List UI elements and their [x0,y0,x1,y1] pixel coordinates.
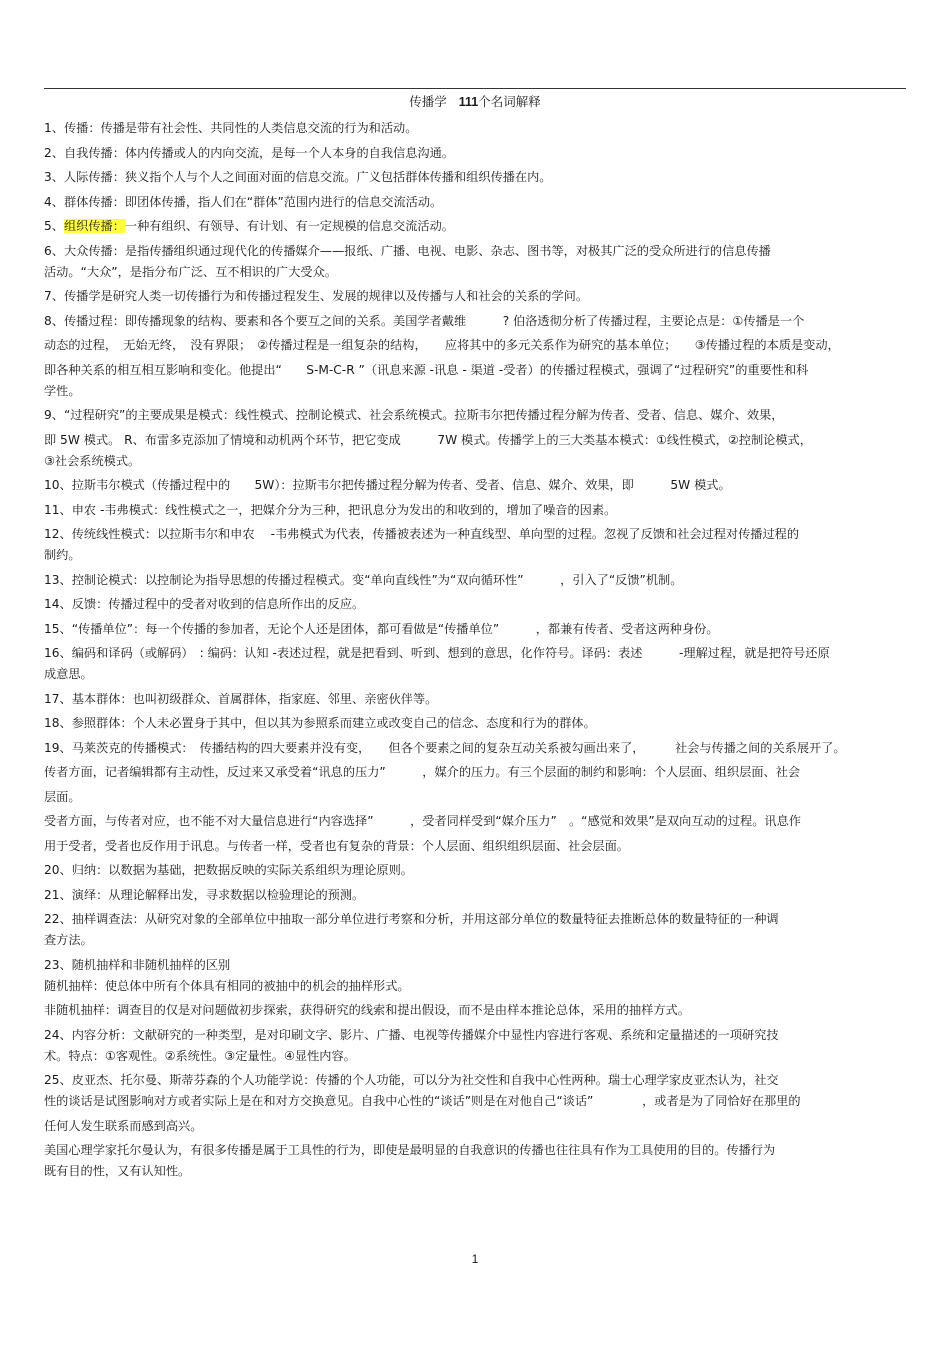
entry-6-line-1: 6、大众传播：是指传播组织通过现代化的传播媒介——报纸、广播、电视、电影、杂志、图书等，对极其广泛的受众所进行的信息传播 [44,243,771,258]
entry-16-line-1: 16、编码和译码（或解码） : 编码：认知 -表述过程，就是把看到、听到、想到的意思，化作符号。译码：表述 -理解过程，就是把符号还原 [44,646,830,660]
entry-5-definition: 一种有组织、有领导、有计划、有一定规模的信息交流活动。 [124,219,454,233]
header-rule [44,88,906,89]
entry-9-line-1: 9、“过程研究”的主要成果是模式：线性模式、控制论模式、社会系统模式。拉斯韦尔把传播过程分解为传者、受者、信息、媒介、效果， [44,408,784,422]
title-prefix: 传播学 [409,94,447,109]
title-number: 111 [458,95,479,109]
title-suffix: 个名词解释 [478,94,541,109]
entry-6-line-2: 活动。“大众”，是指分布广泛、互不相识的广大受众。 [44,264,337,279]
document-body [44,118,906,1182]
entry-14: 14、反馈：传播过程中的受者对收到的信息所作出的反应。 [44,597,365,611]
entry-22-line-2: 查方法。 [44,933,93,947]
entry-12-line-1: 12、传统线性模式：以拉斯韦尔和申农 -韦弗模式为代表，传播被表述为一种直线型、单向型的过程。忽视了反馈和社会过程对传播过程的 [44,527,800,541]
entry-18: 18、参照群体：个人未必置身于其中，但以其为参照系而建立或改变自己的信念、态度和行为的群体。 [44,716,596,730]
entry-5-number: 5、 [44,219,64,233]
entry-4: 4、群体传播：即团体传播，指人们在“群体”范围内进行的信息交流活动。 [44,194,443,209]
entry-8-line-2: 动态的过程， 无始无终， 没有界限； ②传播过程是一组复杂的结构， 应将其中的多元关系作为研究的基本单位； ③传播过程的本质是变动， [44,338,840,352]
entry-8-line-1: 8、传播过程：即传播现象的结构、要素和各个要互之间的关系。美国学者戴维 ? 伯洛透彻分析了传播过程，主要论点是：①传播是一个 [44,313,805,328]
entry-23-nonrandom: 非随机抽样：调查目的仅是对问题做初步探索，获得研究的线索和提出假设，而不是由样本推论总体，采用的抽样方式。 [44,1003,690,1017]
entry-21: 21、演绎：从理论解释出发，寻求数据以检验理论的预测。 [44,887,365,902]
entry-25-line-1: 25、皮亚杰、托尔曼、斯蒂芬森的个人功能学说：传播的个人功能，可以分为社交性和自我中心性两种。瑞士心理学家皮亚杰认为，社交 [44,1073,779,1087]
entry-10: 10、拉斯韦尔模式（传播过程中的 5W）：拉斯韦尔把传播过程分解为传者、受者、信息、媒介、效果，即 5W 模式。 [44,478,731,492]
entry-3: 3、人际传播：狭义指个人与个人之间面对面的信息交流。广义包括群体传播和组织传播在内。 [44,170,552,184]
entry-25-line-3: 任何人发生联系而感到高兴。 [44,1118,203,1133]
entry-11: 11、申农 -韦弗模式：线性模式之一，把媒介分为三种，把讯息分为发出的和收到的，增加了噪音的因素。 [44,502,617,517]
entry-12-line-2: 制约。 [44,548,81,562]
entry-17: 17、基本群体：也叫初级群众、首属群体，指家庭、邻里、亲密伙伴等。 [44,691,438,706]
entry-15: 15、“传播单位”：每一个传播的参加者，无论个人还是团体，都可看做是“传播单位” ，都兼有传者、受者这两种身份。 [44,621,719,636]
entry-19-line-1: 19、马莱茨克的传播模式： 传播结构的四大要素并没有变， 但各个要素之间的复杂互动关系被勾画出来了， 社会与传播之间的关系展开了。 [44,740,846,755]
entry-25-line-4: 美国心理学家托尔曼认为，有很多传播是属于工具性的行为，即使是最明显的自我意识的传播也往往具有作为工具使用的目的。传播行为 [44,1143,776,1157]
entry-22-line-1: 22、抽样调查法：从研究对象的全部单位中抽取一部分单位进行考察和分析，并用这部分单位的数量特征去推断总体的数量特征的一种调 [44,912,779,926]
page-title [0,93,950,111]
entry-9-line-3: ③社会系统模式。 [44,453,141,468]
entry-13: 13、控制论模式：以控制论为指导思想的传播过程模式。变“单向直线性”为“双向循环性” ，引入了“反馈”机制。 [44,572,683,587]
entry-19-line-2: 传者方面，记者编辑都有主动性，反过来又承受着“讯息的压力” ，媒介的压力。有三个层面的制约和影响：个人层面、组织层面、社会 [44,765,801,779]
entry-19-line-4: 受者方面，与传者对应，也不能不对大量信息进行“内容选择” ，受者同样受到“媒介压力” 。“感觉和效果”是双向互动的过程。讯息作 [44,814,801,828]
entry-24-line-2: 术。特点：①客观性。②系统性。③定量性。④显性内容。 [44,1048,356,1063]
entry-16-line-2: 成意思。 [44,667,93,681]
entry-23-heading: 23、随机抽样和非随机抽样的区别 [44,957,231,972]
entry-25-line-2: 性的谈话是试图影响对方或者实际上是在和对方交换意见。自我中心性的“谈话”则是在对他自己“谈话” ，或者是为了同恰好在那里的 [44,1094,801,1108]
page-number: 1 [471,1252,479,1266]
entry-2: 2、自我传播：体内传播或人的内向交流，是每一个人本身的自我信息沟通。 [44,145,454,160]
entry-23-random: 随机抽样：使总体中所有个体具有相同的被抽中的机会的抽样形式。 [44,978,410,993]
entry-7: 7、传播学是研究人类一切传播行为和传播过程发生、发展的规律以及传播与人和社会的关系的学问。 [44,289,589,303]
entry-20: 20、归纳：以数据为基础，把数据反映的实际关系组织为理论原则。 [44,863,413,877]
entry-8-line-3: 即各种关系的相互相互影响和变化。他提出“ S-M-C-R ”（讯息来源 -讯息 - 渠道 -受者）的传播过程模式，强调了“过程研究”的重要性和科 [44,362,809,377]
entry-25-line-5: 既有目的性，又有认知性。 [44,1164,191,1178]
highlighted-term: 组织传播： [63,219,125,233]
entry-24-line-1: 24、内容分析：文献研究的一种类型，是对印刷文字、影片、广播、电视等传播媒介中显性内容进行客观、系统和定量描述的一项研究技 [44,1027,779,1042]
entry-19-line-3: 层面。 [44,789,81,804]
entry-8-line-4: 学性。 [44,383,81,398]
entry-1: 1、传播：传播是带有社会性、共同性的人类信息交流的行为和活动。 [44,121,418,135]
entry-9-line-2: 即 5W 模式。 R、布雷多克添加了情境和动机两个环节，把它变成 7W 模式。传播学上的三大类基本模式：①线性模式，②控制论模式， [44,432,812,447]
entry-5 [44,216,906,237]
entry-19-line-5: 用于受者，受者也反作用于讯息。与传者一样，受者也有复杂的背景：个人层面、组织组织层面、社会层面。 [44,838,629,853]
